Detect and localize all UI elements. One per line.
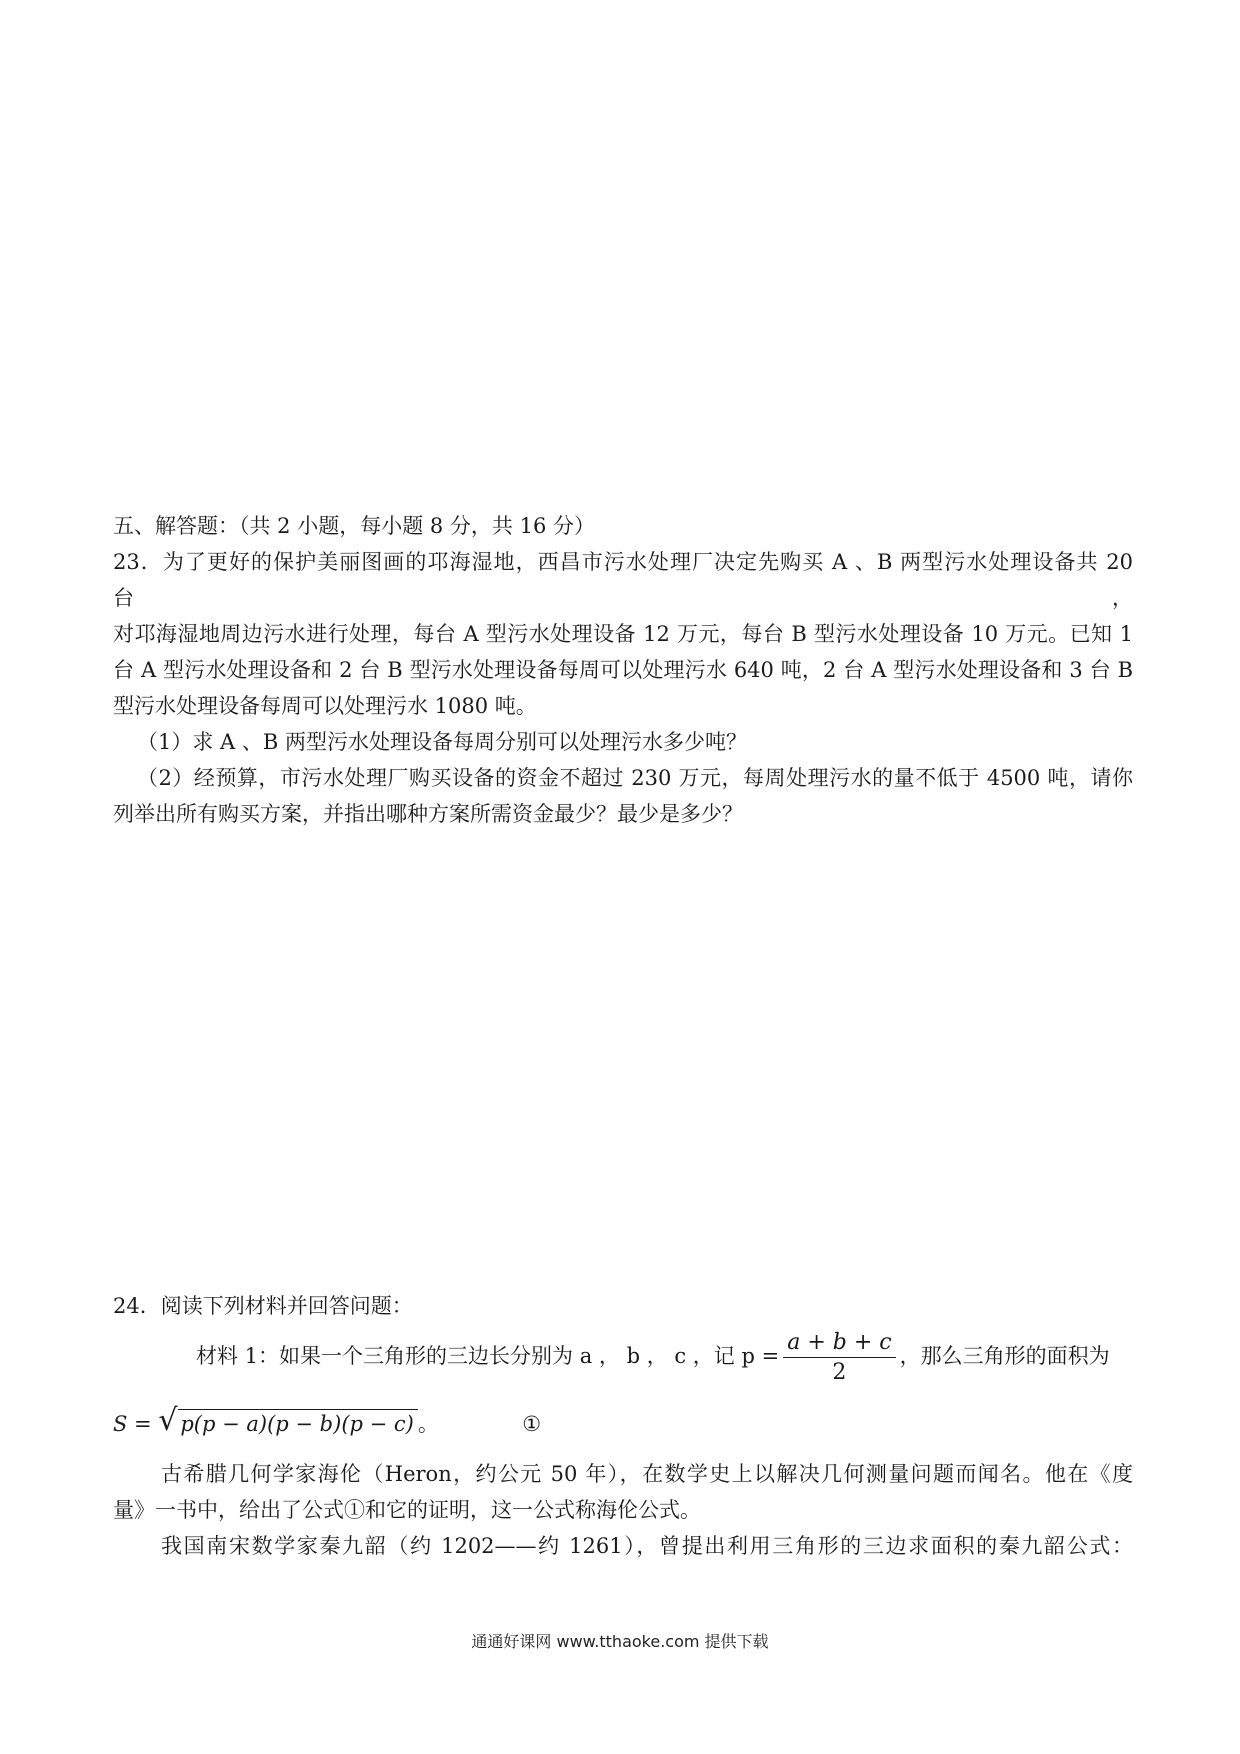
formula-tail: 。	[417, 1412, 439, 1436]
formula-lhs: S =	[113, 1412, 152, 1436]
formula-radicand: p(p − a)(p − b)(p − c)	[178, 1409, 418, 1436]
heron-line-1: 古希腊几何学家海伦（Heron，约公元 50 年），在数学史上以解决几何测量问题而闻名。他在《度	[161, 1462, 1133, 1486]
radical-sign-icon: √	[158, 1403, 178, 1438]
q23-part-2-line-1: （2）经预算，市污水处理厂购买设备的资金不超过 230 万元，每周处理污水的量不低于 4500 吨，请你	[137, 766, 1133, 790]
fraction-denominator: 2	[832, 1360, 847, 1385]
material-1-prefix: 材料 1：如果一个三角形的三边长分别为 a ， b ， c ，记 p =	[196, 1344, 780, 1368]
section-heading: 五、解答题：（共 2 小题，每小题 8 分，共 16 分）	[113, 514, 595, 538]
material-1-row	[113, 1330, 1133, 1385]
q23-part-1: （1）求 A 、B 两型污水处理设备每周分别可以处理污水多少吨？	[137, 730, 747, 754]
page-footer: 通通好课网 www.tthaoke.com 提供下载	[471, 1632, 769, 1651]
history-paragraph	[113, 1456, 1133, 1564]
question-23-block	[113, 508, 1133, 832]
q23-line-3: 台 A 型污水处理设备和 2 台 B 型污水处理设备每周可以处理污水 640 吨，2 台 A 型污水处理设备和 3 台 B	[113, 658, 1133, 682]
q24-intro: 24．阅读下列材料并回答问题：	[113, 1294, 413, 1318]
q23-line-4: 型污水处理设备每周可以处理污水 1080 吨。	[113, 694, 537, 718]
formula-circle-mark: ①	[522, 1412, 542, 1436]
qin-line: 我国南宋数学家秦九韶（约 1202——约 1261），曾提出利用三角形的三边求面积的秦九韶公式：	[161, 1534, 1133, 1558]
material-1-suffix: ，那么三角形的面积为	[899, 1344, 1110, 1368]
fraction-numerator: a + b + c	[783, 1330, 895, 1358]
square-root	[158, 1403, 418, 1438]
heron-formula-row	[113, 1403, 1133, 1438]
q23-part-2-line-2: 列举出所有购买方案，并指出哪种方案所需资金最少？最少是多少？	[113, 802, 743, 826]
heron-line-2: 量》一书中，给出了公式①和它的证明，这一公式称海伦公式。	[113, 1498, 701, 1522]
p-fraction	[783, 1330, 895, 1385]
q23-line-1: 23．为了更好的保护美丽图画的邛海湿地，西昌市污水处理厂决定先购买 A 、B 两型污水处理设备共 20 台，	[113, 550, 1133, 610]
q23-line-2: 对邛海湿地周边污水进行处理，每台 A 型污水处理设备 12 万元，每台 B 型污水处理设备 10 万元。已知 1	[113, 622, 1133, 646]
question-24-intro	[113, 1288, 1133, 1324]
